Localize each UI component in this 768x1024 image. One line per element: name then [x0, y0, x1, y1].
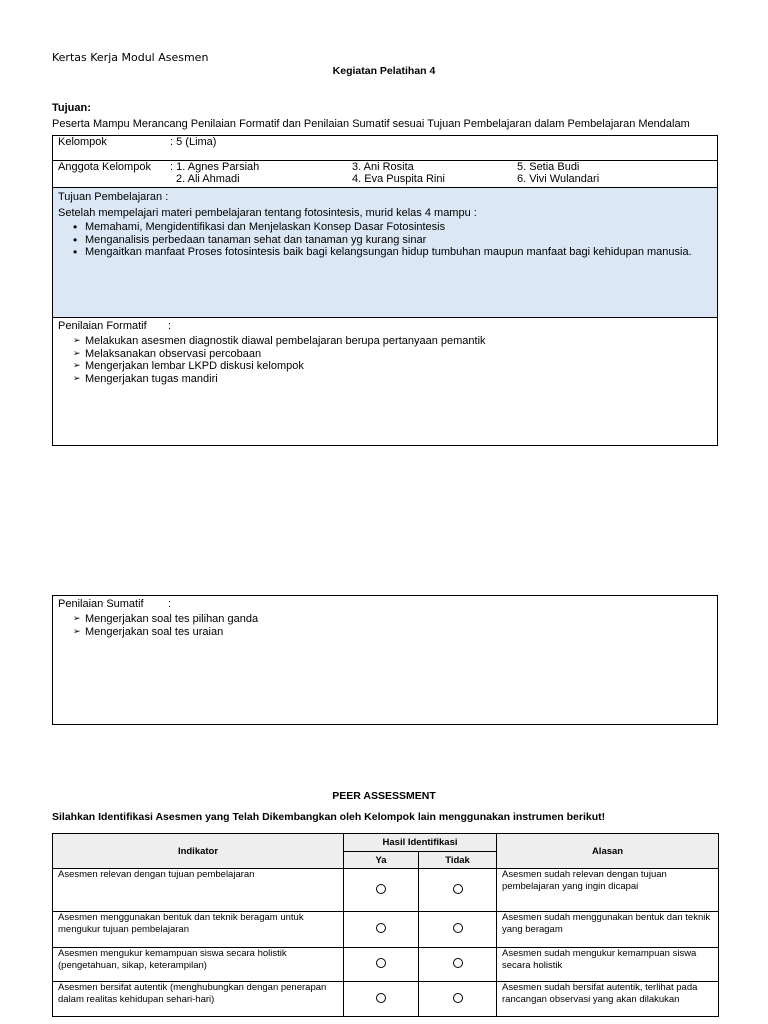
radio-ya[interactable] [376, 884, 386, 894]
penilaian-sumatif-section [52, 595, 718, 725]
kelompok-value: : 5 (Lima) [170, 136, 217, 148]
table-row [53, 948, 719, 982]
anggota-label: Anggota Kelompok [58, 161, 151, 173]
radio-ya[interactable] [376, 993, 386, 1003]
header-tidak: Tidak [419, 852, 497, 869]
peer-assessment-title: PEER ASSESSMENT [332, 790, 436, 802]
radio-tidak[interactable] [453, 884, 463, 894]
list-item: • Menganalisis perbedaan tanaman sehat dan tanaman yg kurang sinar [53, 234, 692, 247]
ya-cell[interactable] [344, 912, 419, 948]
tidak-cell[interactable] [419, 912, 497, 948]
penilaian-formatif-list [53, 335, 486, 385]
penilaian-formatif-section [52, 317, 718, 446]
header-alasan: Alasan [497, 834, 719, 869]
header-ya: Ya [344, 852, 419, 869]
indikator-cell: Asesmen menggunakan bentuk dan teknik beragam untuk mengukur tujuan pembelajaran [53, 912, 344, 948]
member-6: 6. Vivi Wulandari [517, 173, 600, 185]
table-row [53, 869, 719, 912]
member-2: 2. Ali Ahmadi [176, 173, 240, 185]
indikator-cell: Asesmen bersifat autentik (menghubungkan dengan penerapan dalam realitas kehidupan sehari-hari) [53, 982, 344, 1017]
tujuan-pembelajaran-list [53, 221, 692, 259]
alasan-cell: Asesmen sudah bersifat autentik, terlihat pada rancangan observasi yang akan dilakukan [497, 982, 719, 1017]
tidak-cell[interactable] [419, 869, 497, 912]
radio-tidak[interactable] [453, 993, 463, 1003]
member-5: 5. Setia Budi [517, 161, 580, 173]
radio-tidak[interactable] [453, 958, 463, 968]
list-item: ➢ Mengerjakan soal tes pilihan ganda [53, 613, 258, 626]
penilaian-sumatif-list [53, 613, 258, 638]
alasan-cell: Asesmen sudah relevan dengan tujuan pembelajaran yang ingin dicapai [497, 869, 719, 912]
list-item: • Mengaitkan manfaat Proses fotosintesis baik bagi kelangsungan hidup tumbuhan maupun manfaat bagi kehidupan manusia. [53, 246, 692, 259]
list-item: ➢ Mengerjakan soal tes uraian [53, 626, 258, 639]
header-hasil-identifikasi: Hasil Identifikasi [344, 834, 497, 852]
document-label: Kertas Kerja Modul Asesmen [52, 51, 209, 64]
header-indikator: Indikator [53, 834, 344, 869]
penilaian-sumatif-colon: : [168, 598, 172, 610]
tidak-cell[interactable] [419, 982, 497, 1017]
list-item: ➢ Mengerjakan tugas mandiri [53, 373, 486, 386]
tidak-cell[interactable] [419, 948, 497, 982]
tujuan-pembelajaran-section [52, 187, 718, 318]
member-4: 4. Eva Puspita Rini [352, 173, 445, 185]
ya-cell[interactable] [344, 869, 419, 912]
indikator-cell: Asesmen relevan dengan tujuan pembelajaran [53, 869, 344, 912]
ya-cell[interactable] [344, 948, 419, 982]
peer-assessment-instruction: Silahkan Identifikasi Asesmen yang Telah Dikembangkan oleh Kelompok lain menggunakan instrumen berikut! [52, 811, 606, 823]
ya-cell[interactable] [344, 982, 419, 1017]
alasan-cell: Asesmen sudah menggunakan bentuk dan teknik yang beragam [497, 912, 719, 948]
indikator-cell: Asesmen mengukur kemampuan siswa secara holistik (pengetahuan, sikap, keterampilan) [53, 948, 344, 982]
tujuan-label: Tujuan: [52, 102, 91, 114]
table-row [53, 982, 719, 1017]
list-item: • Memahami, Mengidentifikasi dan Menjelaskan Konsep Dasar Fotosintesis [53, 221, 692, 234]
radio-tidak[interactable] [453, 923, 463, 933]
peer-assessment-table [52, 833, 719, 1017]
penilaian-formatif-label: Penilaian Formatif [58, 320, 147, 332]
radio-ya[interactable] [376, 923, 386, 933]
table-row [53, 912, 719, 948]
member-3: 3. Ani Rosita [352, 161, 414, 173]
list-item: ➢ Mengerjakan lembar LKPD diskusi kelompok [53, 360, 486, 373]
radio-ya[interactable] [376, 958, 386, 968]
tujuan-pembelajaran-intro: Setelah mempelajari materi pembelajaran tentang fotosintesis, murid kelas 4 mampu : [58, 207, 477, 219]
penilaian-formatif-colon: : [168, 320, 172, 332]
anggota-row [52, 160, 718, 188]
kelompok-label: Kelompok [58, 136, 107, 148]
penilaian-sumatif-label: Penilaian Sumatif [58, 598, 144, 610]
kelompok-row [52, 135, 718, 161]
tujuan-pembelajaran-label: Tujuan Pembelajaran : [58, 191, 169, 203]
page-title: Kegiatan Pelatihan 4 [332, 65, 436, 77]
member-1: : 1. Agnes Parsiah [170, 161, 260, 173]
tujuan-text: Peserta Mampu Merancang Penilaian Formatif dan Penilaian Sumatif sesuai Tujuan Pembelajaran dalam Pembelajaran Mendalam [52, 118, 690, 130]
list-item: ➢ Melaksanakan observasi percobaan [53, 348, 486, 361]
list-item: ➢ Melakukan asesmen diagnostik diawal pembelajaran berupa pertanyaan pemantik [53, 335, 486, 348]
alasan-cell: Asesmen sudah mengukur kemampuan siswa secara holistik [497, 948, 719, 982]
